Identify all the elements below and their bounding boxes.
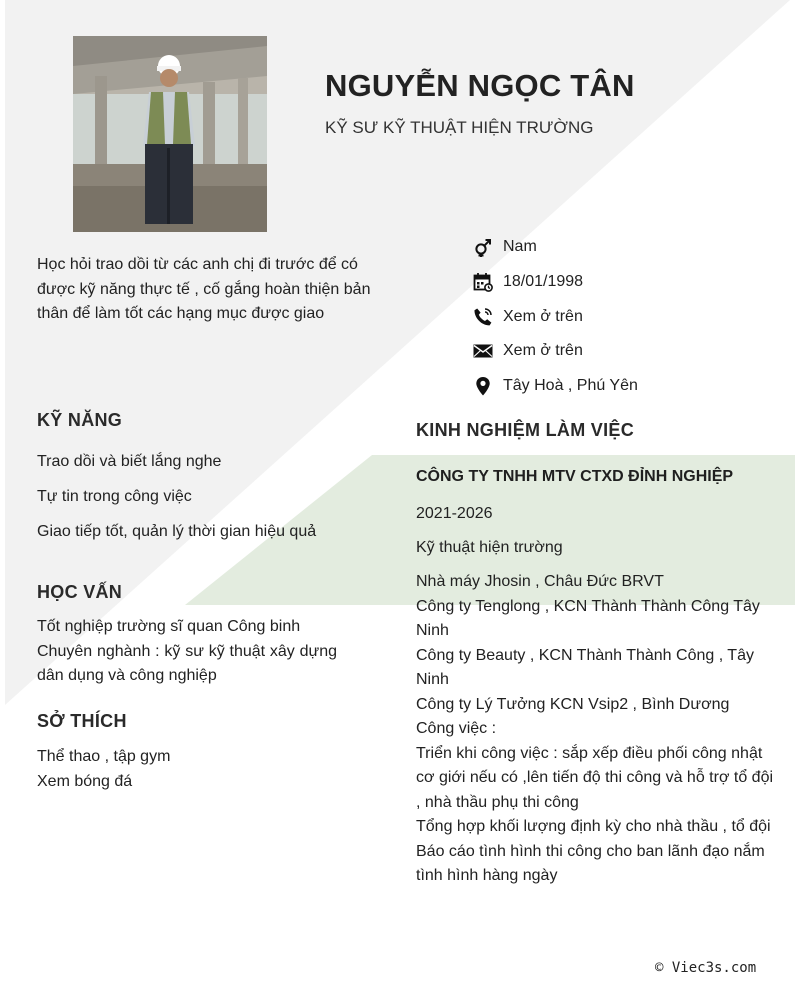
skills-list [37,450,377,555]
experience-detail-line: Báo cáo tình hình thi công cho ban lãnh đạo nắm tình hình hàng ngày [416,842,765,884]
experience-period: 2021-2026 [416,505,493,522]
experience-detail-line: Triển khi công việc : sắp xếp điều phối công nhật cơ giới nếu có ,lên tiến độ thi công và hỗ trợ tổ đội , nhà thầu phụ thi công [416,744,774,811]
calendar-icon [472,271,494,293]
email-value: Xem ở trên [503,342,583,360]
skill-item: Trao dồi và biết lắng nghe [37,453,222,470]
info-gender [472,230,792,265]
gender-icon [472,236,494,258]
profile-photo [73,36,267,232]
hobbies-heading: SỞ THÍCH [37,711,127,731]
skills-heading: KỸ NĂNG [37,410,123,430]
footer-copyright: © Viec3s.com [655,960,757,976]
gender-value: Nam [503,238,537,256]
personal-info [472,230,792,403]
hobby-item: Xem bóng đá [37,772,133,790]
experience-detail-line: Tổng hợp khối lượng định kỳ cho nhà thầu , tổ đội [416,818,771,835]
info-address [472,369,792,404]
skill-item: Tự tin trong công việc [37,488,192,505]
experience-heading: KINH NGHIỆM LÀM VIỆC [416,420,635,440]
phone-value: Xem ở trên [503,307,583,325]
candidate-name: NGUYỄN NGỌC TÂN [325,68,635,103]
hobbies-list [37,745,337,794]
experience-details [416,570,781,889]
experience-role: Kỹ thuật hiện trường [416,539,563,556]
hobby-item: Thể thao , tập gym [37,748,171,765]
info-phone [472,299,792,334]
education-heading: HỌC VẤN [37,582,123,602]
experience-detail-line: Công việc : [416,720,497,737]
info-email [472,334,792,369]
phone-icon [472,306,494,328]
experience-detail-line: Công ty Beauty , KCN Thành Thành Công , Tây Ninh [416,646,754,688]
birthday-value: 18/01/1998 [503,273,584,291]
envelope-icon [472,340,494,362]
experience-detail-line: Công ty Tenglong , KCN Thành Thành Công Tây Ninh [416,597,760,639]
career-objective: Học hỏi trao dồi từ các anh chị đi trước để có được kỹ năng thực tế , cố gắng hoàn thiện bản thân để làm tốt các hạng mục được giao [37,256,371,322]
education-major: Chuyên nghành : kỹ sư kỹ thuật xây dựng dân dụng và công nghiệp [37,642,337,684]
experience-entry [416,465,781,889]
education-school: Tốt nghiệp trường sĩ quan Công binh [37,618,301,635]
info-birthday [472,265,792,300]
experience-detail-line: Công ty Lý Tưởng KCN Vsip2 , Bình Dương [416,695,730,713]
experience-company: CÔNG TY TNHH MTV CTXD ĐỈNH NGHIỆP [416,468,734,485]
job-title: KỸ SƯ KỸ THUẬT HIỆN TRƯỜNG [325,118,594,137]
location-pin-icon [472,375,494,397]
skill-item: Giao tiếp tốt, quản lý thời gian hiệu quả [37,523,317,540]
address-value: Tây Hoà , Phú Yên [503,377,638,395]
experience-detail-line: Nhà máy Jhosin , Châu Đức BRVT [416,573,664,590]
education-block [37,615,337,689]
